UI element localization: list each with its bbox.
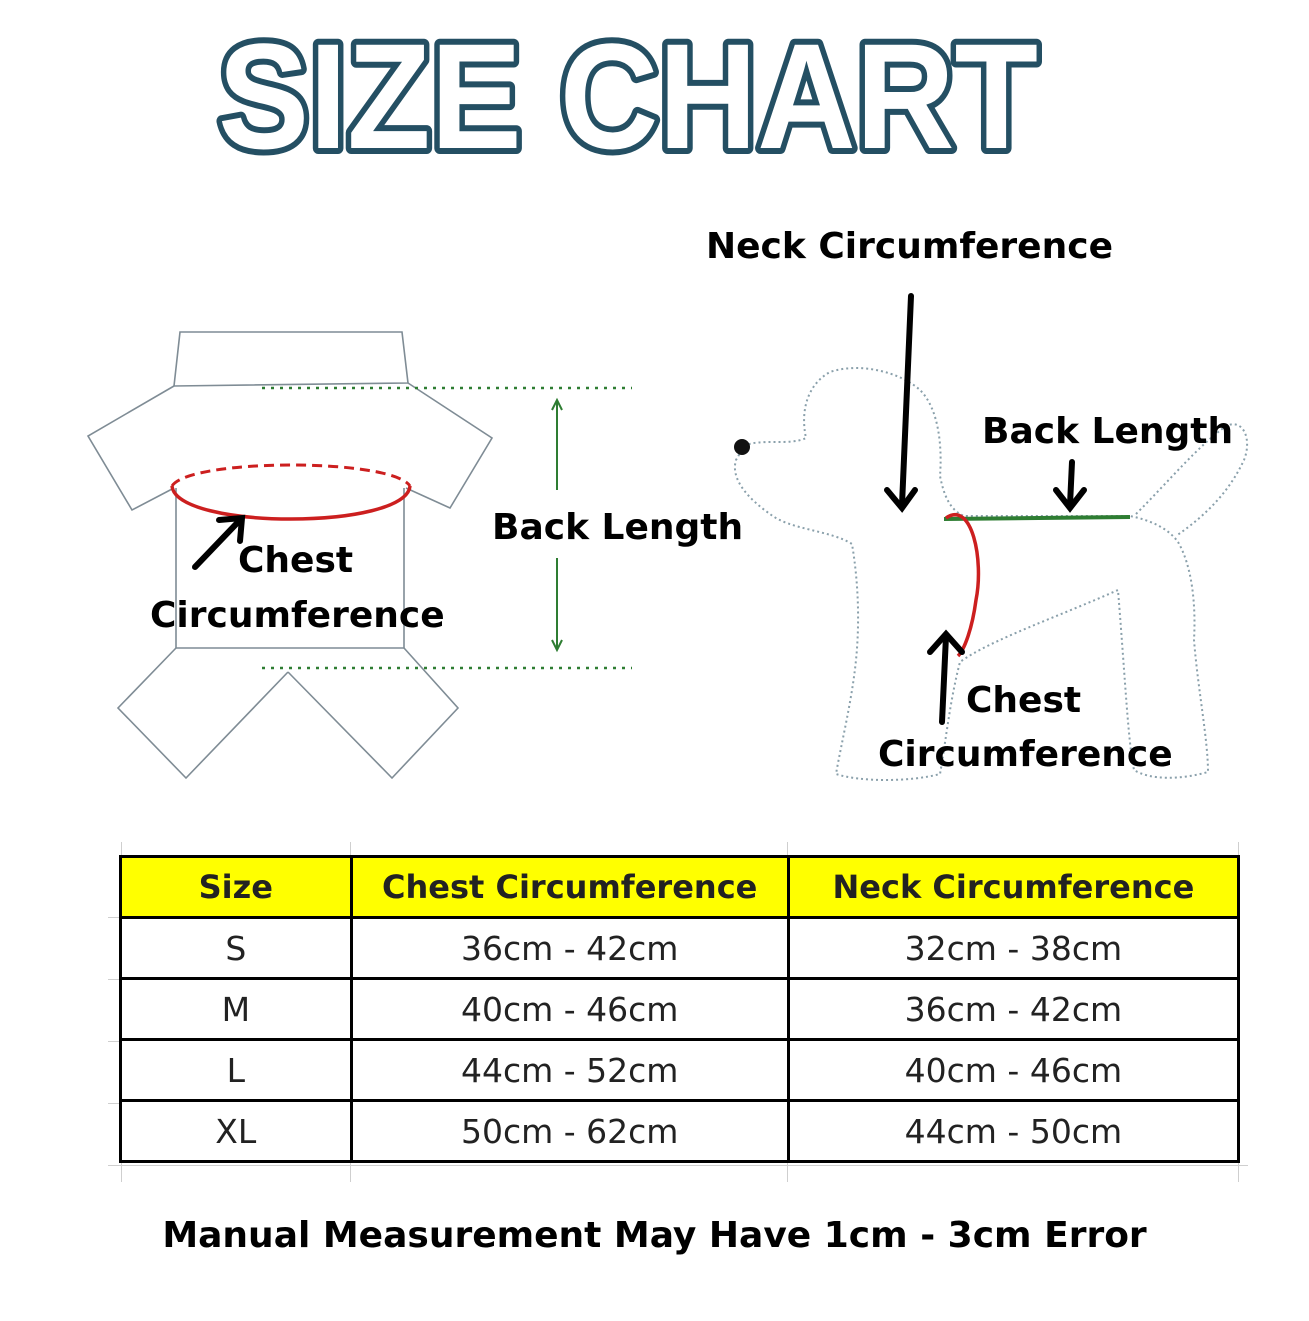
dog-neck-label: Neck Circumference [706,226,1113,267]
header-size: Size [121,857,352,918]
header-chest: Chest Circumference [351,857,788,918]
garment-back-length-label: Back Length [492,507,744,548]
garment-chest-label-line1: Chest [238,540,354,581]
garment-collar [174,332,408,386]
dog-chest-arrow [930,634,962,722]
cell-neck: 36cm - 42cm [788,979,1238,1040]
cell-size: S [121,918,352,979]
cell-neck: 32cm - 38cm [788,918,1238,979]
cell-size: L [121,1040,352,1101]
cell-chest: 36cm - 42cm [351,918,788,979]
dog-neck-arrow [887,296,915,508]
cell-chest: 50cm - 62cm [351,1101,788,1162]
cell-neck: 44cm - 50cm [788,1101,1238,1162]
garment-chest-front [172,486,410,519]
dog-back-length-label: Back Length [982,411,1234,452]
garment-chest-arrow [195,518,242,567]
table-row [121,1040,1239,1101]
page-title: SIZE CHART [218,12,1038,180]
dog-nose [734,439,750,455]
cell-chest: 44cm - 52cm [351,1040,788,1101]
table-row [121,1101,1239,1162]
size-table [119,855,1240,1163]
gridline [108,1165,1248,1166]
cell-size: XL [121,1101,352,1162]
cell-size: M [121,979,352,1040]
garment-right-sleeve [406,383,492,508]
table-row [121,918,1239,979]
dog-back-line [944,517,1130,519]
header-neck: Neck Circumference [788,857,1238,918]
dog-chest-label-line1: Chest [966,680,1082,721]
garment-left-sleeve [88,386,174,510]
measurement-error-note: Manual Measurement May Have 1cm - 3cm Error [162,1215,1147,1256]
garment-chest-label-line2: Circumference [150,595,445,636]
garment-chest-back [172,465,410,486]
table-header-row [121,857,1239,918]
table-row [121,979,1239,1040]
dog-back-arrow [1056,462,1084,508]
dog-chest-curve [946,515,978,656]
cell-neck: 40cm - 46cm [788,1040,1238,1101]
dog-chest-label-line2: Circumference [878,734,1173,775]
cell-chest: 40cm - 46cm [351,979,788,1040]
